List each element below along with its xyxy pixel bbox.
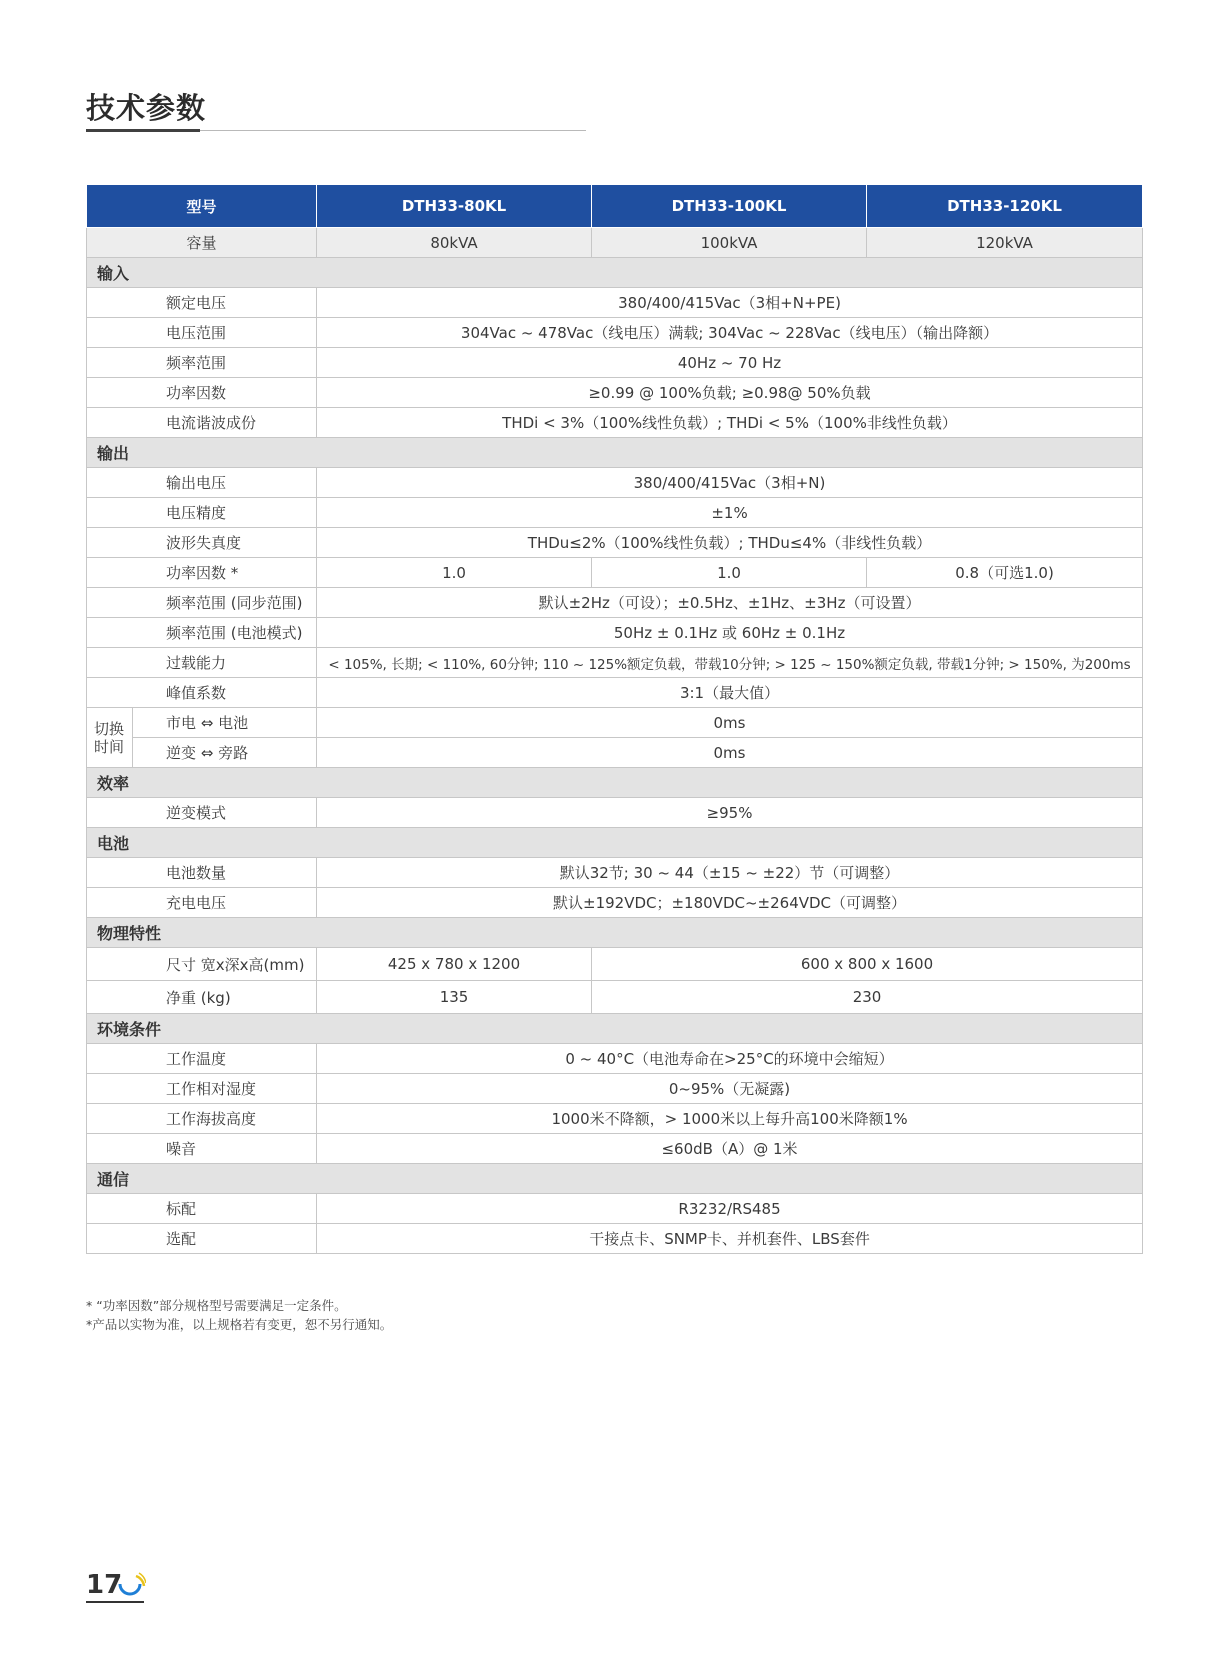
row-label: 净重 (kg) xyxy=(87,981,317,1014)
row-label: 尺寸 宽x深x高(mm) xyxy=(87,948,317,981)
table-row xyxy=(87,588,1143,618)
table-row xyxy=(87,408,1143,438)
row-label: 输出电压 xyxy=(87,468,317,498)
row-value: 230 xyxy=(592,981,1143,1014)
row-value: 0.8（可选1.0) xyxy=(867,558,1143,588)
table-row xyxy=(87,798,1143,828)
table-row xyxy=(87,288,1143,318)
row-label: 功率因数 * xyxy=(87,558,317,588)
model-header-120kl: DTH33-120KL xyxy=(867,185,1143,228)
section-battery xyxy=(87,828,1143,858)
row-value: 50Hz ± 0.1Hz 或 60Hz ± 0.1Hz xyxy=(317,618,1143,648)
row-value: 1000米不降额，> 1000米以上每升高100米降额1% xyxy=(317,1104,1143,1134)
row-label: 市电 ⇔ 电池 xyxy=(133,708,317,738)
row-value: 默认32节; 30 ~ 44（±15 ~ ±22）节（可调整） xyxy=(317,858,1143,888)
table-row xyxy=(87,888,1143,918)
footnote: * “功率因数”部分规格型号需要满足一定条件。 xyxy=(86,1298,347,1313)
row-value: 380/400/415Vac（3相+N+PE) xyxy=(317,288,1143,318)
capacity-label: 容量 xyxy=(87,228,317,258)
row-value: R3232/RS485 xyxy=(317,1194,1143,1224)
table-row xyxy=(87,708,1143,738)
row-label: 功率因数 xyxy=(87,378,317,408)
row-value: THDi < 3%（100%线性负载）; THDi < 5%（100%非线性负载） xyxy=(317,408,1143,438)
row-label: 电池数量 xyxy=(87,858,317,888)
row-value: THDu≤2%（100%线性负载）; THDu≤4%（非线性负载） xyxy=(317,528,1143,558)
row-label: 电流谐波成份 xyxy=(87,408,317,438)
row-label: 充电电压 xyxy=(87,888,317,918)
switch-group-line-1: 切换 xyxy=(94,719,125,738)
section-title: 输入 xyxy=(87,258,1143,288)
row-value: ≤60dB（A）@ 1米 xyxy=(317,1134,1143,1164)
model-header-label: 型号 xyxy=(87,185,317,228)
table-row xyxy=(87,858,1143,888)
table-row xyxy=(87,981,1143,1014)
row-label: 频率范围 (电池模式) xyxy=(87,618,317,648)
title-underline-accent xyxy=(86,129,200,132)
page-number-underline xyxy=(86,1601,144,1603)
row-label: 工作海拔高度 xyxy=(87,1104,317,1134)
row-label: 峰值系数 xyxy=(87,678,317,708)
row-label: 频率范围 (同步范围) xyxy=(87,588,317,618)
table-row xyxy=(87,1074,1143,1104)
row-label: 工作温度 xyxy=(87,1044,317,1074)
table-header-row xyxy=(87,185,1143,228)
section-input xyxy=(87,258,1143,288)
model-header-80kl: DTH33-80KL xyxy=(317,185,592,228)
row-value: 0~95%（无凝露) xyxy=(317,1074,1143,1104)
page-title: 技术参数 xyxy=(86,91,207,125)
row-value: 0 ~ 40°C（电池寿命在>25°C的环境中会缩短） xyxy=(317,1044,1143,1074)
table-row xyxy=(87,348,1143,378)
row-value: 1.0 xyxy=(317,558,592,588)
section-title: 环境条件 xyxy=(87,1014,1143,1044)
row-value: 0ms xyxy=(317,738,1143,768)
table-row xyxy=(87,498,1143,528)
row-label: 频率范围 xyxy=(87,348,317,378)
row-label: 电压范围 xyxy=(87,318,317,348)
row-label: 电压精度 xyxy=(87,498,317,528)
brand-arc-icon xyxy=(116,1572,146,1600)
table-row xyxy=(87,378,1143,408)
footnotes xyxy=(86,1296,392,1334)
table-row xyxy=(87,558,1143,588)
model-header-100kl: DTH33-100KL xyxy=(592,185,867,228)
row-value: ±1% xyxy=(317,498,1143,528)
row-value: 1.0 xyxy=(592,558,867,588)
footnote: *产品以实物为准，以上规格若有变更，恕不另行通知。 xyxy=(86,1317,393,1332)
table-row xyxy=(87,1044,1143,1074)
table-row xyxy=(87,1134,1143,1164)
table-row xyxy=(87,738,1143,768)
table-row xyxy=(87,1224,1143,1254)
table-row xyxy=(87,618,1143,648)
capacity-value: 80kVA xyxy=(317,228,592,258)
section-title: 电池 xyxy=(87,828,1143,858)
capacity-row xyxy=(87,228,1143,258)
row-value: 0ms xyxy=(317,708,1143,738)
row-value: 默认±192VDC；±180VDC~±264VDC（可调整） xyxy=(317,888,1143,918)
row-value: < 105%, 长期; < 110%, 60分钟; 110 ~ 125%额定负载，带载10分钟; > 125 ~ 150%额定负载, 带载1分钟; > 150%, 为200ms xyxy=(317,648,1143,678)
table-row xyxy=(87,468,1143,498)
row-value: 380/400/415Vac（3相+N) xyxy=(317,468,1143,498)
row-value: 425 x 780 x 1200 xyxy=(317,948,592,981)
row-value: 135 xyxy=(317,981,592,1014)
switch-group-line-2: 时间 xyxy=(94,737,125,756)
table-row xyxy=(87,648,1143,678)
row-label: 过载能力 xyxy=(87,648,317,678)
row-label: 波形失真度 xyxy=(87,528,317,558)
page-number: 17 xyxy=(86,1570,123,1600)
table-row xyxy=(87,1194,1143,1224)
section-title: 效率 xyxy=(87,768,1143,798)
section-communication xyxy=(87,1164,1143,1194)
row-label: 噪音 xyxy=(87,1134,317,1164)
row-value: 304Vac ~ 478Vac（线电压）满载; 304Vac ~ 228Vac（线电压）（输出降额） xyxy=(317,318,1143,348)
section-output xyxy=(87,438,1143,468)
row-value: 600 x 800 x 1600 xyxy=(592,948,1143,981)
table-row xyxy=(87,678,1143,708)
row-value: 40Hz ~ 70 Hz xyxy=(317,348,1143,378)
row-label: 标配 xyxy=(87,1194,317,1224)
row-label: 选配 xyxy=(87,1224,317,1254)
row-label: 额定电压 xyxy=(87,288,317,318)
row-value: ≥0.99 @ 100%负载; ≥0.98@ 50%负载 xyxy=(317,378,1143,408)
section-physical xyxy=(87,918,1143,948)
spec-table xyxy=(86,184,1143,1254)
section-title: 通信 xyxy=(87,1164,1143,1194)
table-row xyxy=(87,528,1143,558)
table-row xyxy=(87,1104,1143,1134)
row-label: 逆变模式 xyxy=(87,798,317,828)
table-row xyxy=(87,948,1143,981)
section-title: 物理特性 xyxy=(87,918,1143,948)
table-row xyxy=(87,318,1143,348)
row-value: 3:1（最大值） xyxy=(317,678,1143,708)
section-efficiency xyxy=(87,768,1143,798)
switch-time-group-label xyxy=(87,708,133,768)
row-label: 工作相对湿度 xyxy=(87,1074,317,1104)
section-title: 输出 xyxy=(87,438,1143,468)
capacity-value: 100kVA xyxy=(592,228,867,258)
logo-arc-blue xyxy=(120,1584,140,1594)
section-environment xyxy=(87,1014,1143,1044)
row-value: 干接点卡、SNMP卡、并机套件、LBS套件 xyxy=(317,1224,1143,1254)
row-label: 逆变 ⇔ 旁路 xyxy=(133,738,317,768)
capacity-value: 120kVA xyxy=(867,228,1143,258)
row-value: 默认±2Hz（可设）；±0.5Hz、±1Hz、±3Hz（可设置） xyxy=(317,588,1143,618)
row-value: ≥95% xyxy=(317,798,1143,828)
